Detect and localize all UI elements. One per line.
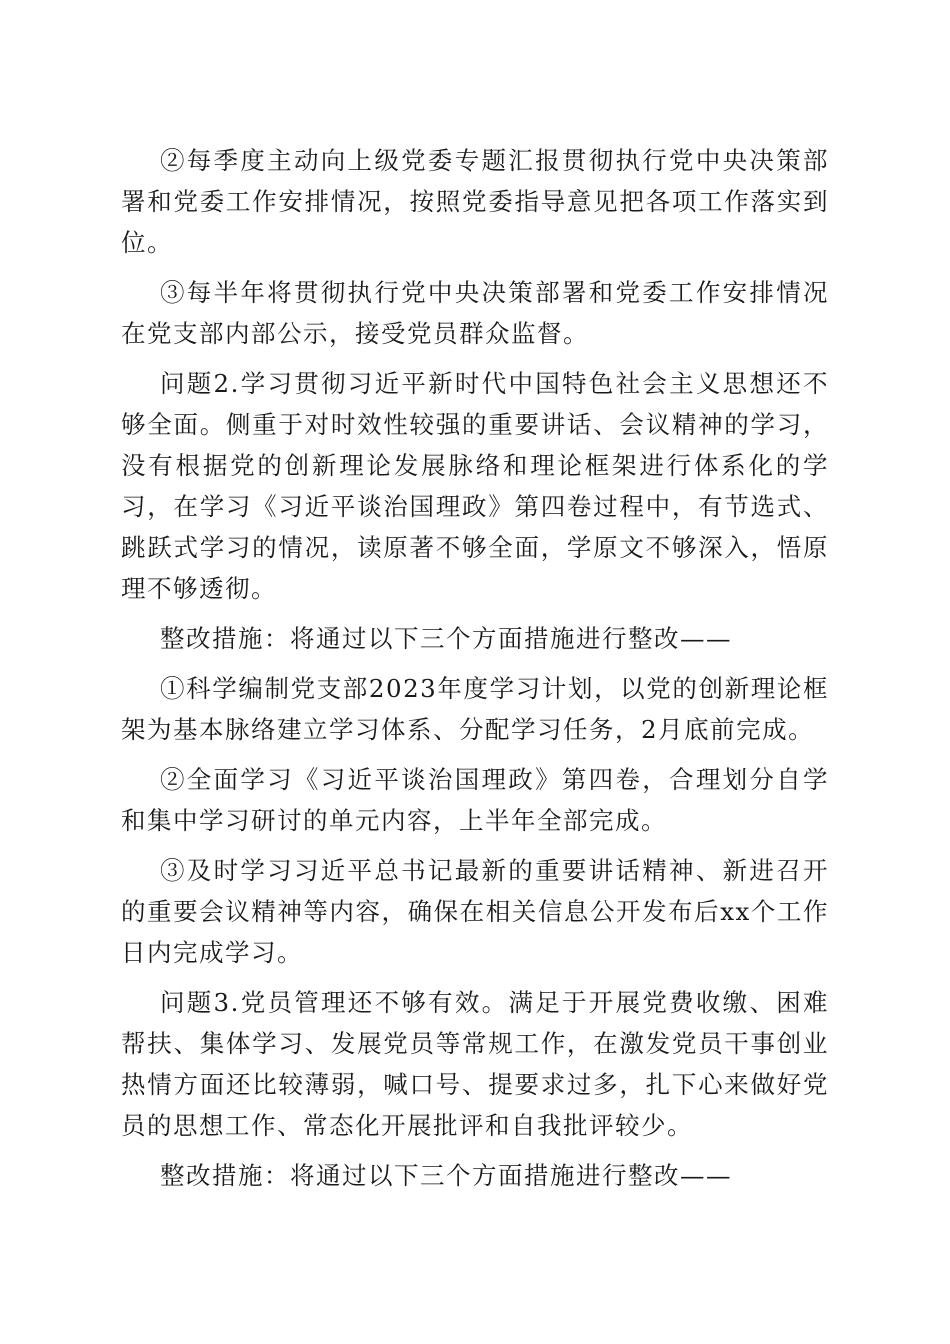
paragraph-measure-3: ③每半年将贯彻执行党中央决策部署和党委工作安排情况在党支部内部公示，接受党员群众监督。 [121,278,829,348]
paragraph-rectification-heading-2: 整改措施：将通过以下三个方面措施进行整改—— [160,1161,732,1190]
paragraph-rectification-heading: 整改措施：将通过以下三个方面措施进行整改—— [160,624,732,653]
paragraph-step-2: ②全面学习《习近平谈治国理政》第四卷，合理划分自学和集中学习研讨的单元内容，上半年全部完成。 [121,765,829,835]
paragraph-problem-3: 问题3.党员管理还不够有效。满足于开展党费收缴、困难帮扶、集体学习、发展党员等常规工作，在激发党员干事创业热情方面还比较薄弱，喊口号、提要求过多，扎下心来做好党员的思想工作、常态化开展批评和自我批评较少。 [121,988,829,1140]
paragraph-step-1: ①科学编制党支部2023年度学习计划，以党的创新理论框架为基本脉络建立学习体系、分配学习任务，2月底前完成。 [121,674,829,744]
document-body [121,140,829,1205]
paragraph-measure-2: ②每季度主动向上级党委专题汇报贯彻执行党中央决策部署和党委工作安排情况，按照党委指导意见把各项工作落实到位。 [121,146,829,257]
paragraph-problem-2: 问题2.学习贯彻习近平新时代中国特色社会主义思想还不够全面。侧重于对时效性较强的重要讲话、会议精神的学习，没有根据党的创新理论发展脉络和理论框架进行体系化的学习，在学习《习近平谈治国理政》第四卷过程中，有节选式、跳跃式学习的情况，读原著不够全面，学原文不够深入，悟原理不够透彻。 [121,369,829,603]
paragraph-step-3: ③及时学习习近平总书记最新的重要讲话精神、新进召开的重要会议精神等内容，确保在相关信息公开发布后xx个工作日内完成学习。 [121,856,829,967]
